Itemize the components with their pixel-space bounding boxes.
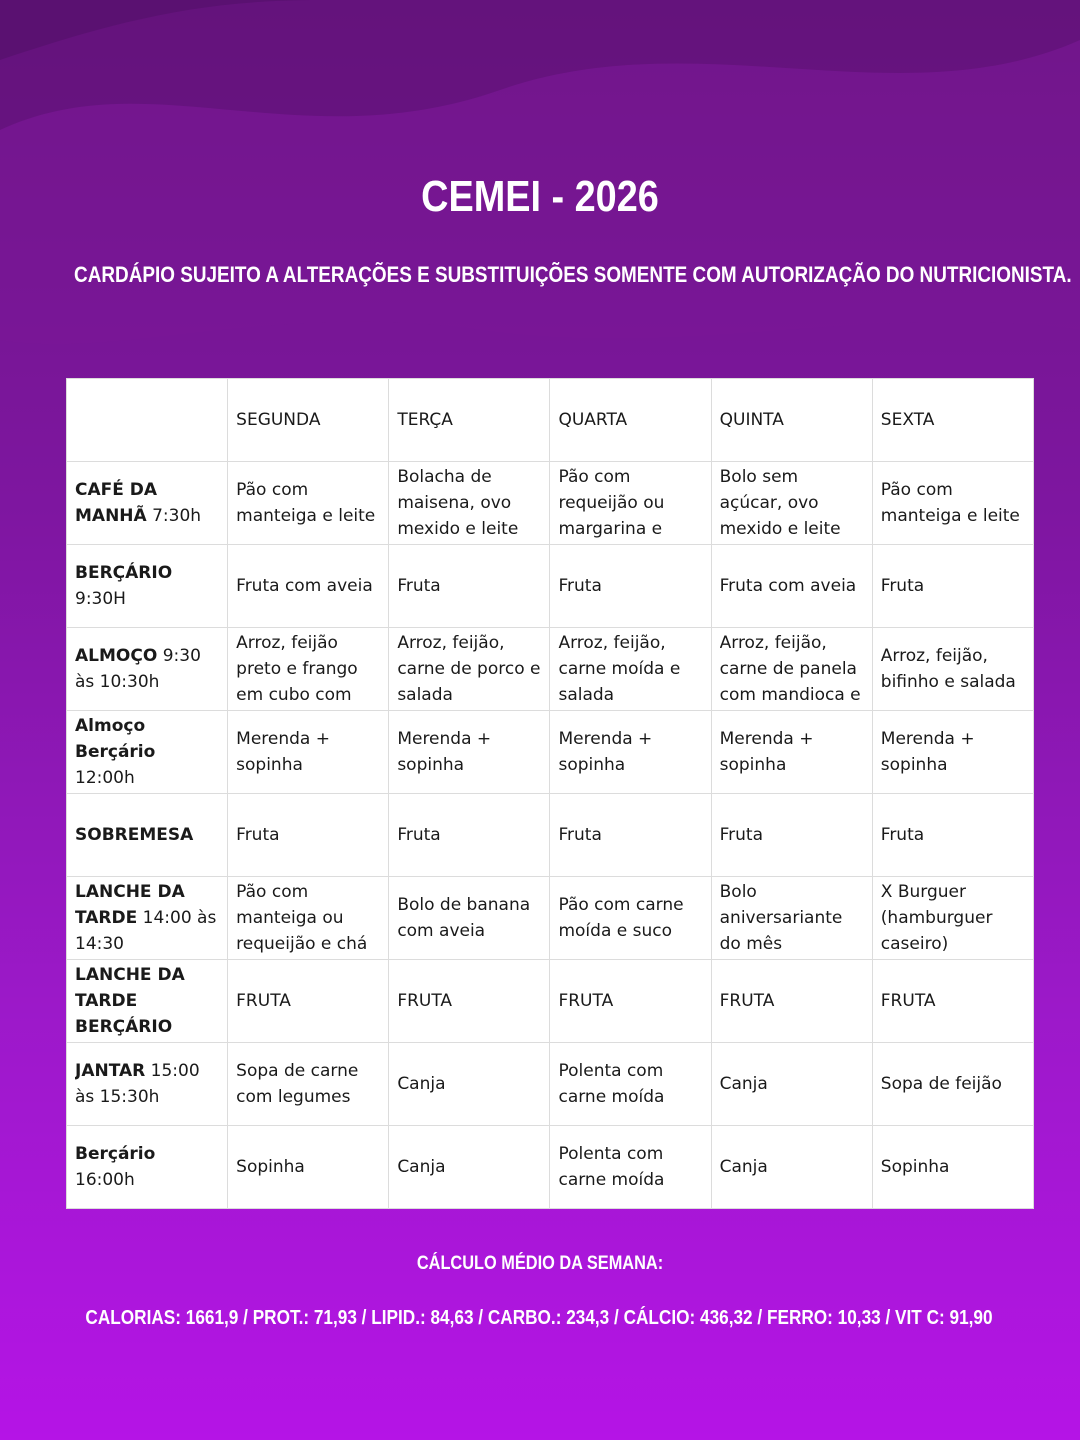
- menu-item-text: Polenta com carne moída: [558, 1061, 665, 1107]
- menu-item-text: Pão com manteiga e leite: [880, 480, 1020, 526]
- menu-item-text: Fruta: [558, 576, 602, 596]
- meal-label-cell: [67, 711, 228, 794]
- menu-item-text: Sopinha: [236, 1157, 305, 1177]
- menu-cell: [872, 462, 1033, 545]
- menu-item-text: Pão com requeijão ou margarina e: [558, 467, 665, 539]
- menu-cell: [228, 877, 389, 960]
- day-header: QUINTA: [711, 379, 872, 462]
- menu-item-text: Sopa de feijão: [880, 1074, 1002, 1094]
- meal-label-cell: [67, 794, 228, 877]
- menu-cell: [389, 794, 550, 877]
- table-header-row: [67, 379, 1034, 462]
- menu-cell: [711, 711, 872, 794]
- menu-item-text: Merenda + sopinha: [236, 729, 330, 775]
- menu-cell: [872, 711, 1033, 794]
- menu-item-text: Fruta: [397, 576, 441, 596]
- menu-item-text: FRUTA: [397, 991, 453, 1011]
- meal-name: LANCHE DA TARDE: [75, 882, 185, 928]
- meal-label-cell: [67, 462, 228, 545]
- table-row: [67, 1126, 1034, 1209]
- menu-cell: [389, 545, 550, 628]
- menu-item-text: Bolo aniversariante do mês: [719, 882, 843, 954]
- menu-cell: [711, 877, 872, 960]
- menu-item-text: FRUTA: [558, 991, 614, 1011]
- disclaimer-text: CARDÁPIO SUJEITO A ALTERAÇÕES E SUBSTITUIÇÕES SOMENTE COM AUTORIZAÇÃO DO NUTRICIONISTA.: [74, 262, 1072, 287]
- meal-name: SOBREMESA: [75, 825, 194, 845]
- menu-cell: [711, 1043, 872, 1126]
- menu-item-text: Fruta com aveia: [236, 576, 373, 596]
- menu-cell: [389, 462, 550, 545]
- menu-cell: [228, 960, 389, 1043]
- menu-item-text: Pão com carne moída e suco: [558, 895, 684, 941]
- menu-item-text: Arroz, feijão, carne de porco e salada: [397, 633, 541, 705]
- menu-cell: [550, 877, 711, 960]
- menu-item-text: Pão com manteiga ou requeijão e chá: [236, 882, 368, 954]
- menu-item-text: Fruta com aveia: [719, 576, 857, 596]
- menu-item-text: Arroz, feijão, carne moída e salada: [558, 633, 681, 705]
- menu-item-text: Arroz, feijão, bifinho e salada: [880, 646, 1016, 692]
- menu-cell: [550, 1043, 711, 1126]
- meal-time: 16:00h: [75, 1170, 135, 1190]
- menu-cell: [389, 1126, 550, 1209]
- meal-time: 7:30h: [152, 506, 202, 526]
- menu-item-text: Fruta: [558, 825, 602, 845]
- menu-item-text: Canja: [719, 1157, 768, 1177]
- menu-cell: [228, 794, 389, 877]
- menu-item-text: FRUTA: [719, 991, 775, 1011]
- menu-cell: [550, 1126, 711, 1209]
- meal-label-cell: [67, 1126, 228, 1209]
- menu-item-text: Fruta: [880, 825, 925, 845]
- table-row: [67, 628, 1034, 711]
- meal-label-cell: [67, 545, 228, 628]
- meal-name: Berçário: [75, 1144, 156, 1164]
- menu-cell: [550, 960, 711, 1043]
- menu-cell: [228, 1043, 389, 1126]
- menu-item-text: Polenta com carne moída: [558, 1144, 665, 1190]
- table-row: [67, 1043, 1034, 1126]
- weekly-menu-table: [66, 378, 1034, 1209]
- menu-cell: [389, 628, 550, 711]
- menu-cell: [228, 628, 389, 711]
- menu-item-text: Fruta: [397, 825, 441, 845]
- meal-time: 12:00h: [75, 768, 135, 788]
- table-row: [67, 462, 1034, 545]
- table-row: [67, 545, 1034, 628]
- menu-cell: [872, 877, 1033, 960]
- menu-cell: [550, 794, 711, 877]
- day-header: SEGUNDA: [228, 379, 389, 462]
- menu-cell: [389, 960, 550, 1043]
- menu-cell: [711, 628, 872, 711]
- table-row: [67, 960, 1034, 1043]
- meal-name: LANCHE DA TARDE BERÇÁRIO: [75, 965, 185, 1037]
- menu-cell: [550, 628, 711, 711]
- page-title: CEMEI - 2026: [421, 172, 659, 221]
- menu-cell: [872, 794, 1033, 877]
- table-row: [67, 711, 1034, 794]
- menu-item-text: Merenda + sopinha: [880, 729, 975, 775]
- nutrition-values: CALORIAS: 1661,9 / PROT.: 71,93 / LIPID.: 84,63 / CARBO.: 234,3 / CÁLCIO: 436,32 / FERRO: 10,33 / VIT C: 91,90: [85, 1307, 993, 1329]
- meal-name: BERÇÁRIO: [75, 563, 173, 583]
- day-header: QUARTA: [550, 379, 711, 462]
- menu-cell: [550, 545, 711, 628]
- menu-cell: [711, 1126, 872, 1209]
- menu-item-text: FRUTA: [236, 991, 291, 1011]
- menu-cell: [389, 877, 550, 960]
- menu-item-text: X Burguer (hamburguer caseiro): [880, 882, 993, 954]
- meal-label-cell: [67, 1043, 228, 1126]
- menu-cell: [872, 545, 1033, 628]
- meal-time: 9:30H: [75, 589, 126, 609]
- menu-cell: [550, 462, 711, 545]
- day-header: SEXTA: [872, 379, 1033, 462]
- menu-cell: [389, 711, 550, 794]
- menu-cell: [228, 711, 389, 794]
- menu-cell: [872, 1043, 1033, 1126]
- meal-name: JANTAR: [75, 1061, 146, 1081]
- menu-cell: [711, 462, 872, 545]
- menu-item-text: Bolacha de maisena, ovo mexido e leite: [397, 467, 519, 539]
- menu-cell: [872, 628, 1033, 711]
- menu-cell: [389, 1043, 550, 1126]
- menu-cell: [872, 1126, 1033, 1209]
- meal-label-cell: [67, 628, 228, 711]
- menu-item-text: Merenda + sopinha: [558, 729, 653, 775]
- menu-cell: [711, 960, 872, 1043]
- menu-item-text: Bolo sem açúcar, ovo mexido e leite: [719, 467, 841, 539]
- menu-item-text: Fruta: [880, 576, 925, 596]
- weekly-average-title: CÁLCULO MÉDIO DA SEMANA:: [416, 1253, 664, 1274]
- menu-item-text: Fruta: [236, 825, 280, 845]
- menu-item-text: Arroz, feijão preto e frango em cubo com: [236, 633, 358, 705]
- menu-cell: [550, 711, 711, 794]
- meal-name: CAFÉ DA MANHÃ: [75, 480, 158, 526]
- menu-item-text: Canja: [719, 1074, 768, 1094]
- menu-item-text: Arroz, feijão, carne de panela com mandioca e: [719, 633, 861, 705]
- menu-item-text: Sopinha: [880, 1157, 950, 1177]
- meal-label-cell: [67, 960, 228, 1043]
- meal-time: 14:00 às 14:30: [75, 908, 217, 954]
- menu-item-text: Bolo de banana com aveia: [397, 895, 531, 941]
- menu-item-text: Merenda + sopinha: [719, 729, 814, 775]
- menu-cell: [711, 794, 872, 877]
- meal-name: Almoço Berçário: [75, 716, 156, 762]
- menu-item-text: Merenda + sopinha: [397, 729, 492, 775]
- menu-cell: [872, 960, 1033, 1043]
- table-row: [67, 794, 1034, 877]
- menu-item-text: Sopa de carne com legumes: [236, 1061, 359, 1107]
- menu-item-text: Fruta: [719, 825, 764, 845]
- table-body: [67, 462, 1034, 1209]
- menu-cell: [228, 462, 389, 545]
- menu-item-text: FRUTA: [880, 991, 936, 1011]
- table-row: [67, 877, 1034, 960]
- day-header: TERÇA: [389, 379, 550, 462]
- meal-time: 15:00 às 15:30h: [75, 1061, 200, 1107]
- menu-item-text: Canja: [397, 1157, 446, 1177]
- meal-label-cell: [67, 877, 228, 960]
- menu-cell: [228, 1126, 389, 1209]
- menu-item-text: Pão com manteiga e leite: [236, 480, 376, 526]
- meal-name: ALMOÇO: [75, 646, 158, 666]
- menu-cell: [228, 545, 389, 628]
- menu-item-text: Canja: [397, 1074, 446, 1094]
- corner-cell: [67, 379, 228, 462]
- meal-time: 9:30 às 10:30h: [75, 646, 201, 692]
- menu-cell: [711, 545, 872, 628]
